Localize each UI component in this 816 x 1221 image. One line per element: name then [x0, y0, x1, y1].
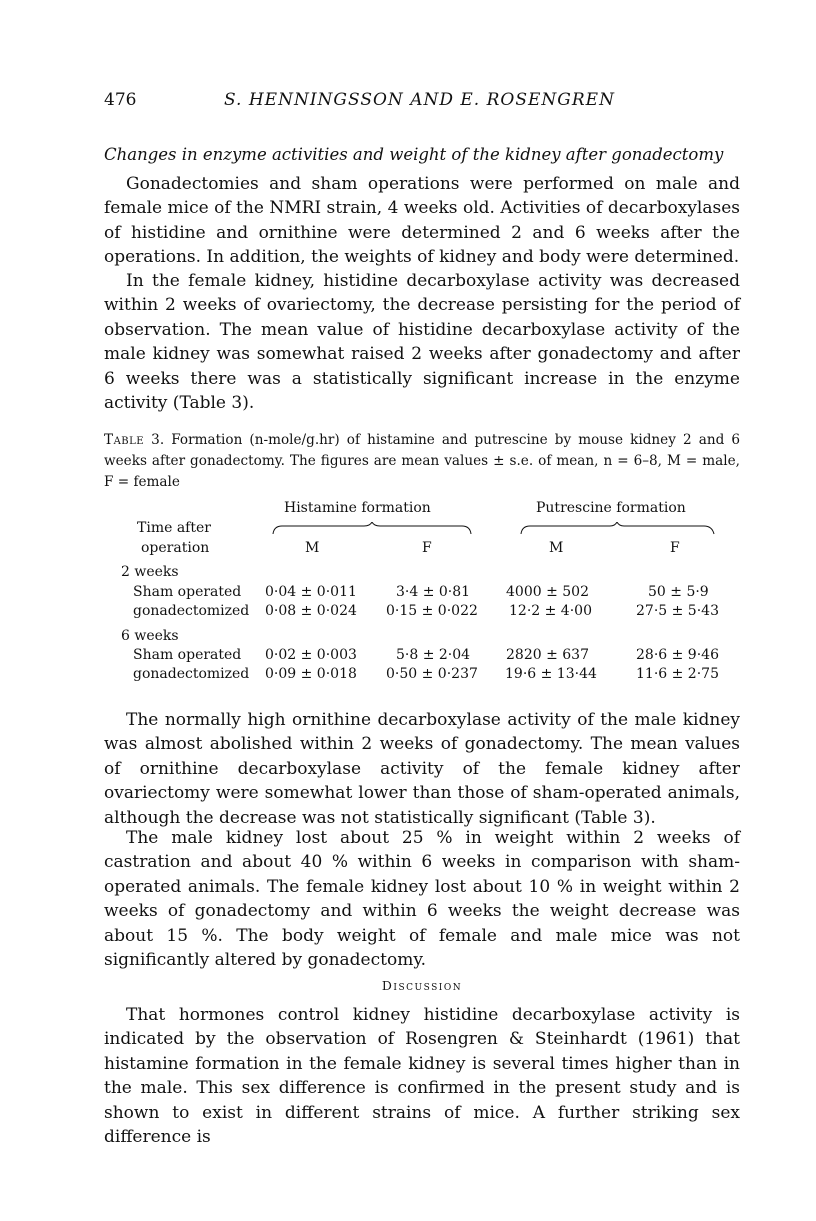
column-group-putrescine: Putrescine formation	[536, 500, 686, 516]
column-group-histamine: Histamine formation	[284, 500, 431, 516]
running-title: S. HENNINGSSON AND E. ROSENGREN	[224, 90, 615, 110]
cell-histamine-m: 0·04 ± 0·011	[265, 584, 357, 600]
table-caption	[104, 430, 740, 493]
cell-histamine-m: 0·08 ± 0·024	[265, 603, 357, 619]
histamine-brace	[272, 522, 472, 536]
running-head	[104, 90, 740, 116]
table-caption-text: 3. Formation (n-mole/g.hr) of histamine and putrescine by mouse kidney 2 and 6 weeks after gonadectomy. The figures are mean values ± s.e. of mean, n = 6–8, M = male, F = female	[104, 432, 741, 490]
cell-histamine-f: 3·4 ± 0·81	[396, 584, 471, 600]
column-head-histamine-f: F	[422, 540, 432, 556]
cell-histamine-f: 5·8 ± 2·04	[396, 647, 471, 663]
discussion-heading: Discussion	[381, 978, 463, 993]
group-label-6-weeks: 6 weeks	[121, 628, 179, 644]
page-number: 476	[104, 90, 137, 110]
putrescine-brace	[520, 522, 715, 536]
cell-putrescine-m: 12·2 ± 4·00	[509, 603, 592, 619]
cell-putrescine-f: 11·6 ± 2·75	[636, 666, 719, 682]
row-label: gonadectomized	[133, 666, 250, 682]
cell-putrescine-m: 19·6 ± 13·44	[505, 666, 597, 682]
group-label-2-weeks: 2 weeks	[121, 564, 179, 580]
column-head-putrescine-f: F	[670, 540, 680, 556]
cell-putrescine-f: 27·5 ± 5·43	[636, 603, 719, 619]
cell-histamine-m: 0·02 ± 0·003	[265, 647, 357, 663]
paragraph-histidine-results: In the female kidney, histidine decarboxylase activity was decreased within 2 weeks of ovariectomy, the decrease persisting for the period of observation. The mean value of histidine decarboxylase activity of the male kidney was somewhat raised 2 weeks after gonadectomy and after 6 weeks there was a statistically significant increase in the enzyme activity (Table 3).	[104, 271, 740, 414]
cell-histamine-f: 0·50 ± 0·237	[386, 666, 478, 682]
paragraph-discussion: That hormones control kidney histidine decarboxylase activity is indicated by the observation of Rosengren & Steinhardt (1961) that histamine formation in the female kidney is several times higher than in the male. This sex difference is confirmed in the present study and is shown to exist in different strains of mice. A further striking sex difference is	[104, 1005, 740, 1148]
column-head-putrescine-m: M	[549, 540, 564, 556]
stub-header-line2: operation	[141, 540, 210, 556]
section-heading: Changes in enzyme activities and weight of the kidney after gonadectomy	[104, 145, 724, 164]
cell-putrescine-f: 50 ± 5·9	[648, 584, 709, 600]
data-table	[104, 500, 740, 690]
paragraph-methods: Gonadectomies and sham operations were performed on male and female mice of the NMRI strain, 4 weeks old. Activities of decarboxylases of histidine and ornithine were determined 2 and 6 weeks after the operations. In addition, the weights of kidney and body were determined.	[104, 174, 740, 268]
paragraph-weight-results: The male kidney lost about 25 % in weight within 2 weeks of castration and about 40 % within 6 weeks in comparison with sham-operated animals. The female kidney lost about 10 % in weight within 2 weeks of gonadectomy and within 6 weeks the weight decrease was about 15 %. The body weight of female and male mice was not significantly altered by gonadectomy.	[104, 828, 740, 971]
row-label: Sham operated	[133, 647, 242, 663]
cell-putrescine-f: 28·6 ± 9·46	[636, 647, 719, 663]
cell-putrescine-m: 4000 ± 502	[506, 584, 589, 600]
row-label: gonadectomized	[133, 603, 250, 619]
cell-histamine-f: 0·15 ± 0·022	[386, 603, 478, 619]
paragraph-ornithine-results: The normally high ornithine decarboxylase activity of the male kidney was almost abolished within 2 weeks of gonadectomy. The mean values of ornithine decarboxylase activity of the female kidney after ovariectomy were somewhat lower than those of sham-operated animals, although the decrease was not statistically significant (Table 3).	[104, 710, 740, 828]
table-label: Table	[104, 432, 145, 448]
column-head-histamine-m: M	[305, 540, 320, 556]
cell-histamine-m: 0·09 ± 0·018	[265, 666, 357, 682]
cell-putrescine-m: 2820 ± 637	[506, 647, 589, 663]
stub-header-line1: Time after	[137, 520, 211, 536]
row-label: Sham operated	[133, 584, 242, 600]
